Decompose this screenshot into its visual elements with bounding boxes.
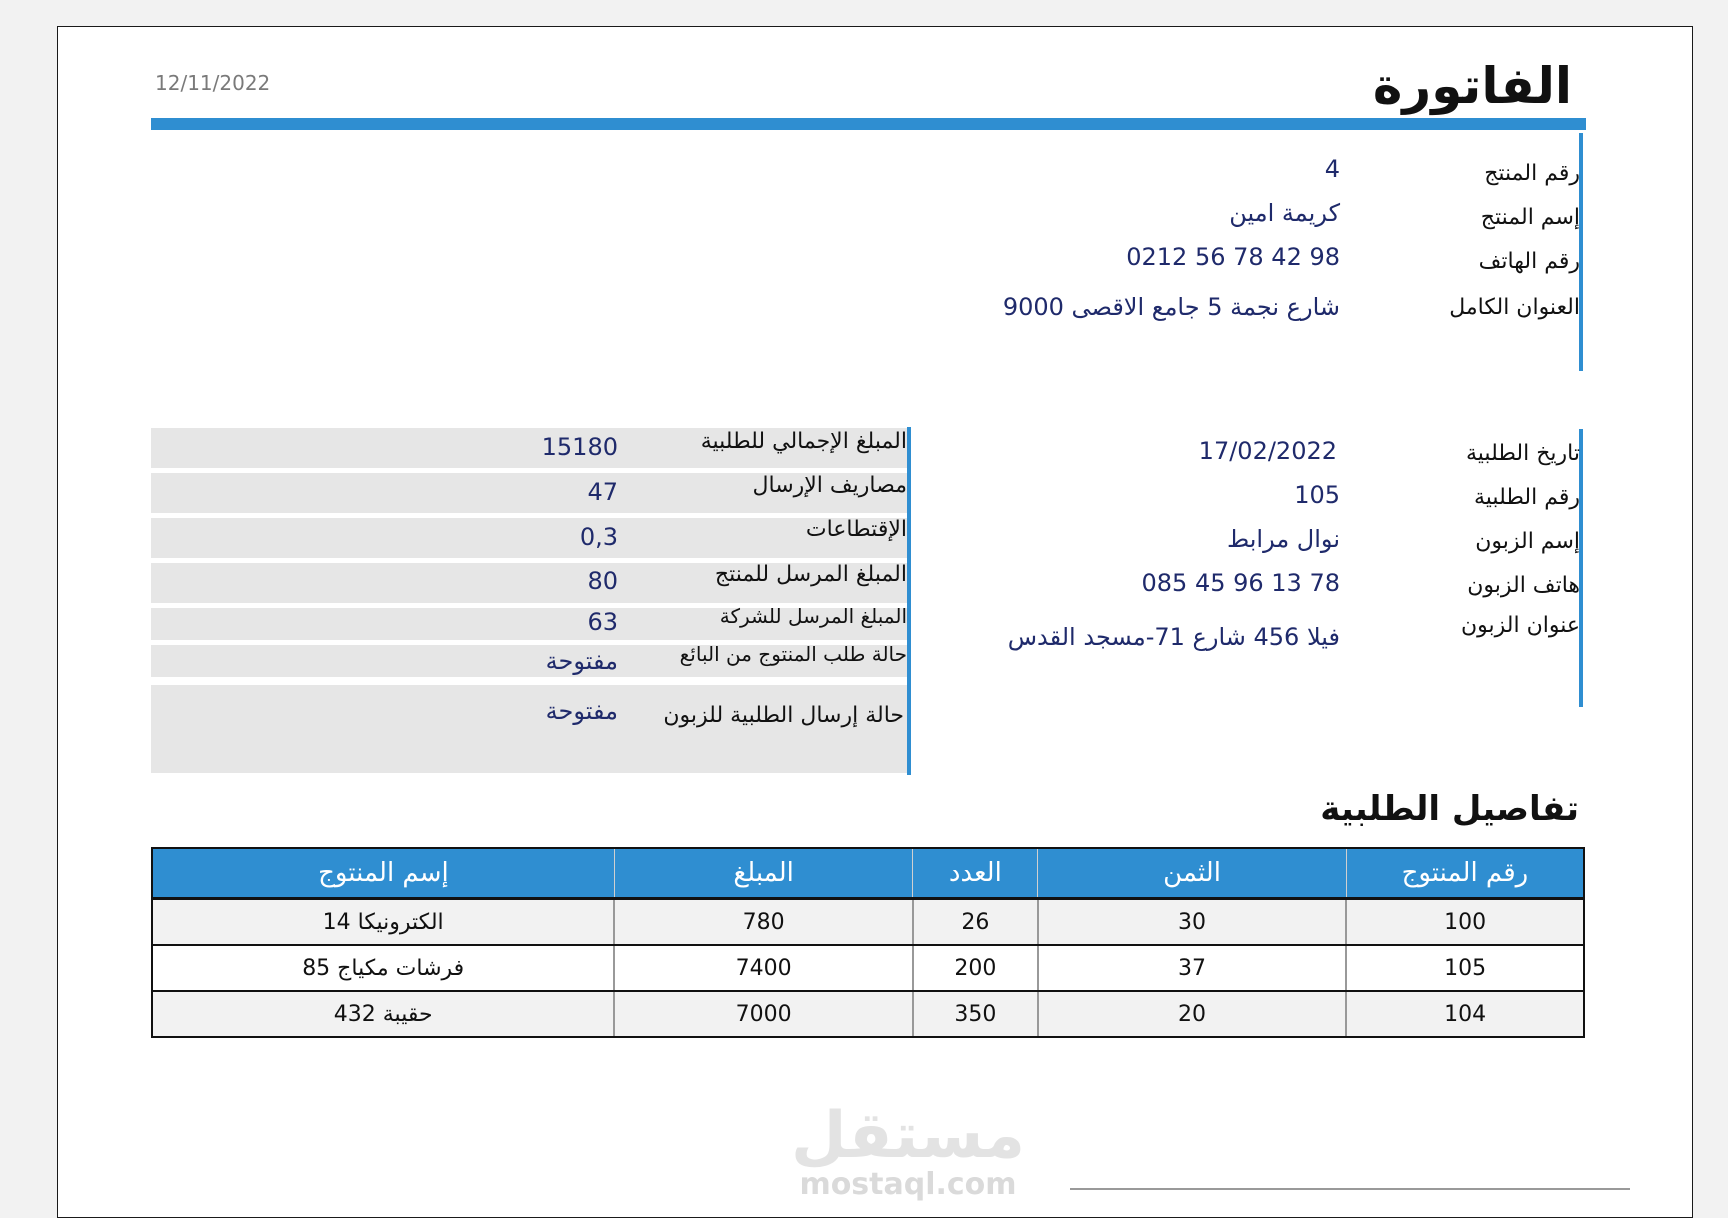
product-name-value: كريمة امين bbox=[1229, 199, 1340, 227]
header-divider bbox=[151, 118, 1586, 130]
table-header-row bbox=[152, 848, 1584, 899]
totals-bar bbox=[907, 427, 911, 775]
watermark-latin: mostaql.com bbox=[799, 1167, 1017, 1202]
address-value: شارع نجمة 5 جامع الاقصى 9000 bbox=[1002, 293, 1340, 321]
total-amount-label: المبلغ الإجمالي للطلبية bbox=[700, 429, 907, 454]
company-amount-label: المبلغ المرسل للشركة bbox=[719, 604, 907, 628]
address-label: العنوان الكامل bbox=[1449, 295, 1580, 320]
customer-phone-label: هاتف الزبون bbox=[1467, 573, 1580, 598]
order-number-value: 105 bbox=[1294, 481, 1340, 509]
product-number-label: رقم المنتج bbox=[1484, 161, 1580, 186]
deductions-label: الإقتطاعات bbox=[805, 517, 907, 542]
order-date-value: 17/02/2022 bbox=[1198, 437, 1337, 465]
invoice-date: 12/11/2022 bbox=[155, 71, 271, 95]
table-row bbox=[152, 945, 1584, 991]
table-cell: حقيبة 432 bbox=[152, 991, 614, 1037]
product-name-label: إسم المنتج bbox=[1480, 205, 1580, 230]
total-amount-value: 15180 bbox=[541, 433, 618, 461]
delivery-status-value: مفتوحة bbox=[545, 697, 618, 725]
shipping-value: 47 bbox=[587, 478, 618, 506]
seller-request-status-value: مفتوحة bbox=[545, 647, 618, 675]
table-cell: 104 bbox=[1346, 991, 1584, 1037]
column-header: العدد bbox=[913, 848, 1038, 899]
phone-label: رقم الهاتف bbox=[1478, 249, 1580, 274]
product-number-value: 4 bbox=[1324, 155, 1340, 183]
customer-address-label: عنوان الزبون bbox=[1461, 613, 1580, 638]
table-cell: 7400 bbox=[614, 945, 913, 991]
table-cell: الكترونيكا 14 bbox=[152, 899, 614, 946]
delivery-status-label: حالة إرسال الطلبية للزبون bbox=[663, 703, 904, 728]
table-cell: 105 bbox=[1346, 945, 1584, 991]
table-cell: 37 bbox=[1038, 945, 1347, 991]
customer-address-value: فيلا 456 شارع 71-مسجد القدس bbox=[1007, 623, 1340, 651]
table-cell: 350 bbox=[913, 991, 1038, 1037]
customer-name-value: نوال مرابط bbox=[1226, 525, 1340, 553]
order-details-title: تفاصيل الطلبية bbox=[1320, 789, 1579, 829]
table-cell: 7000 bbox=[614, 991, 913, 1037]
phone-value: 0212 56 78 42 98 bbox=[1126, 243, 1340, 271]
table-cell: 20 bbox=[1038, 991, 1347, 1037]
column-header: الثمن bbox=[1038, 848, 1347, 899]
order-number-label: رقم الطلبية bbox=[1474, 485, 1580, 510]
company-amount-value: 63 bbox=[587, 608, 618, 636]
table-cell: 200 bbox=[913, 945, 1038, 991]
watermark-arabic: مستقل bbox=[790, 1099, 1026, 1173]
customer-name-label: إسم الزبون bbox=[1475, 529, 1580, 554]
deductions-value: 0,3 bbox=[579, 523, 618, 551]
totals-row bbox=[151, 518, 907, 558]
column-header: إسم المنتوج bbox=[152, 848, 614, 899]
table-row bbox=[152, 991, 1584, 1037]
totals-row bbox=[151, 685, 907, 773]
producer-amount-value: 80 bbox=[587, 567, 618, 595]
column-header: رقم المنتوج bbox=[1346, 848, 1584, 899]
table-cell: 780 bbox=[614, 899, 913, 946]
table-cell: 100 bbox=[1346, 899, 1584, 946]
seller-request-status-label: حالة طلب المنتوج من البائع bbox=[679, 642, 907, 666]
column-header: المبلغ bbox=[614, 848, 913, 899]
order-info-bar bbox=[1579, 429, 1583, 707]
table-cell: 30 bbox=[1038, 899, 1347, 946]
table-row bbox=[152, 899, 1584, 946]
table-cell: فرشات مكياج 85 bbox=[152, 945, 614, 991]
shipping-label: مصاريف الإرسال bbox=[752, 473, 907, 498]
bottom-divider bbox=[1070, 1188, 1630, 1190]
order-details-table bbox=[151, 847, 1585, 1038]
invoice-page bbox=[57, 26, 1693, 1218]
order-date-label: تاريخ الطلبية bbox=[1466, 441, 1580, 466]
customer-phone-value: 085 45 96 13 78 bbox=[1141, 569, 1340, 597]
invoice-title: الفاتورة bbox=[1372, 57, 1572, 115]
table-cell: 26 bbox=[913, 899, 1038, 946]
producer-amount-label: المبلغ المرسل للمنتج bbox=[714, 562, 907, 587]
